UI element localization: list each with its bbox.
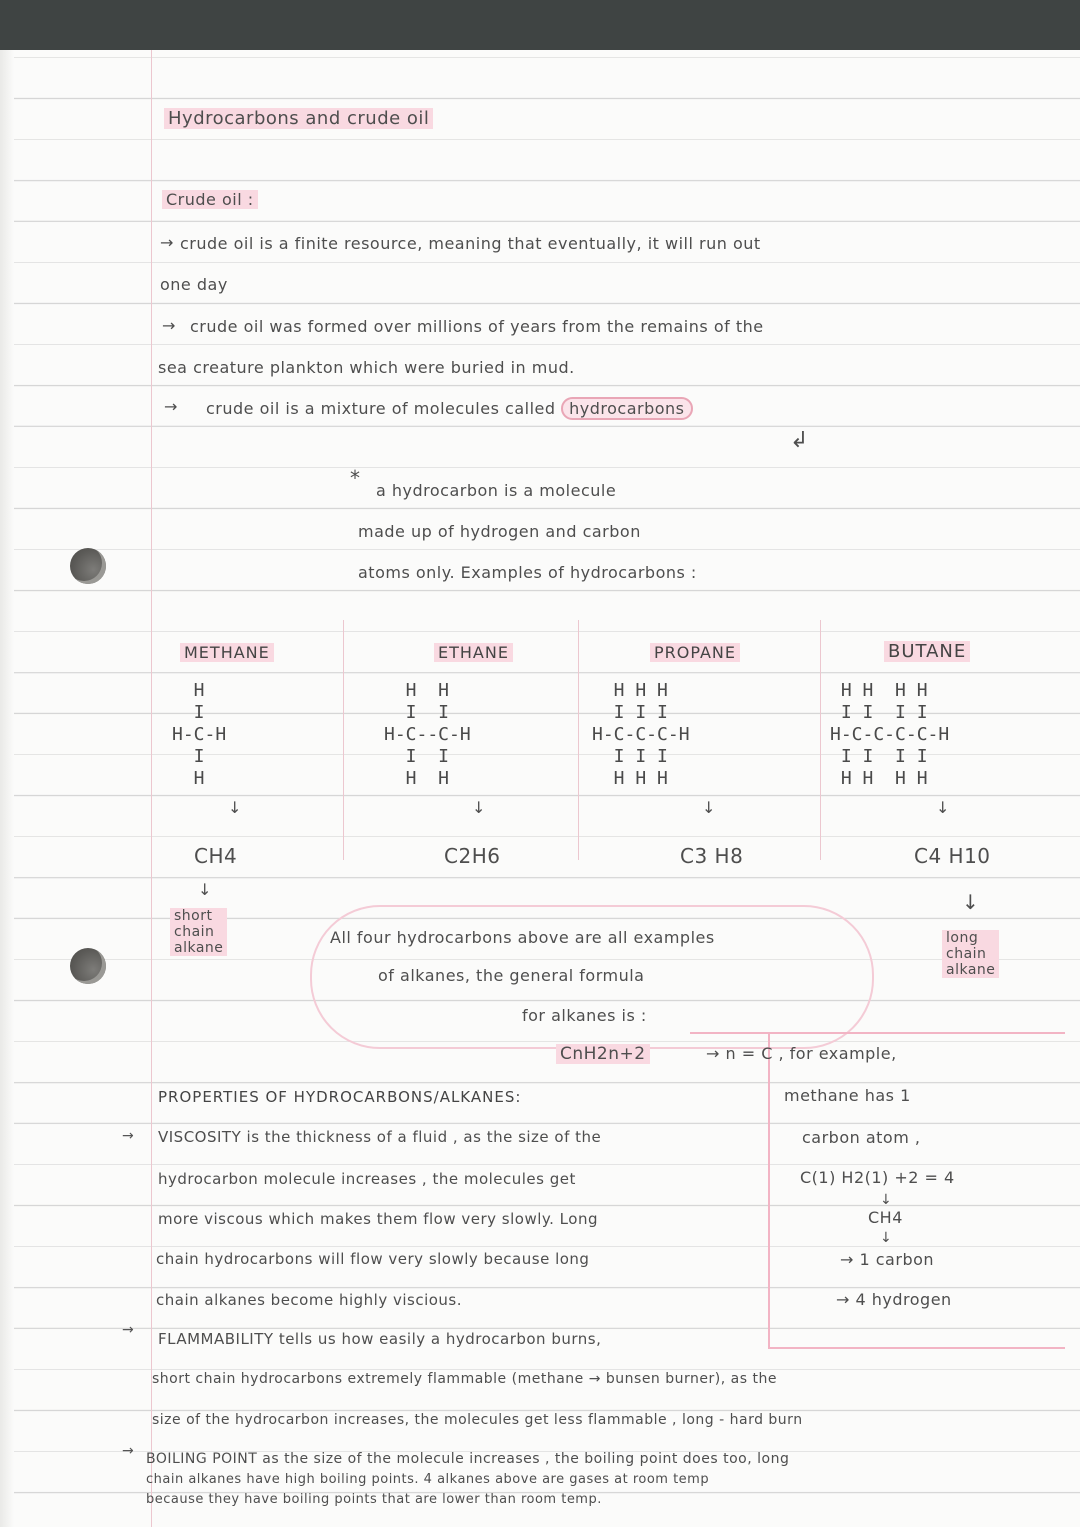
crude-oil-arrow-icon: →: [164, 397, 178, 416]
ethane-formula: C2H6: [444, 844, 501, 868]
formula-box-connector: [690, 1032, 770, 1034]
alkane-note-line3: for alkanes is :: [522, 1006, 647, 1025]
definition-pointer-icon: ↲: [790, 428, 809, 453]
down-arrow-icon: ↓: [228, 798, 242, 817]
down-arrow-icon: ↓: [198, 880, 212, 899]
crude-oil-line1: crude oil is a finite resource, meaning that eventually, it will run out: [180, 234, 761, 253]
methane-label: METHANE: [180, 643, 274, 662]
propane-formula: C3 H8: [680, 844, 744, 868]
crude-oil-line1b: one day: [160, 275, 228, 294]
formula-box-line9: → 4 hydrogen: [836, 1290, 952, 1309]
crude-oil-heading: Crude oil :: [162, 190, 258, 209]
down-arrow-icon: ↓: [936, 798, 950, 817]
margin-arrow-icon: →: [122, 1322, 134, 1338]
general-formula: CnH2n+2: [556, 1044, 650, 1064]
formula-box-line6: CH4: [868, 1208, 903, 1227]
viscosity-line1: VISCOSITY is the thickness of a fluid , as the size of the: [158, 1128, 602, 1146]
methane-formula: CH4: [194, 844, 238, 868]
crude-oil-line3: [206, 399, 693, 418]
short-chain-note: short chain alkane: [170, 908, 227, 956]
formula-box-line7: ↓: [880, 1230, 893, 1246]
viscosity-line2: hydrocarbon molecule increases , the molecules get: [158, 1170, 576, 1188]
alkane-note-line1: All four hydrocarbons above are all examples: [330, 928, 715, 947]
formula-box-line1: → n = C , for example,: [706, 1044, 897, 1063]
flammability-line1: FLAMMABILITY tells us how easily a hydrocarbon burns,: [158, 1330, 602, 1348]
hydrocarbons-highlight: hydrocarbons: [561, 397, 692, 420]
ethane-structure: H H I I H-C--C-H I I H H: [384, 680, 471, 789]
viscosity-line4: chain hydrocarbons will flow very slowly because long: [156, 1250, 590, 1268]
propane-structure: H H H I I I H-C-C-C-H I I I H H H: [592, 680, 690, 789]
formula-box-line2: methane has 1: [784, 1086, 911, 1105]
down-arrow-icon: ↓: [962, 890, 980, 914]
viscosity-line5: chain alkanes become highly viscious.: [156, 1291, 463, 1309]
long-chain-note: long chain alkane: [942, 930, 999, 978]
top-bar: [0, 0, 1080, 50]
binder-hole-icon: [70, 948, 106, 984]
definition-line1: a hydrocarbon is a molecule: [376, 481, 617, 500]
butane-formula: C4 H10: [914, 844, 991, 868]
alkane-note-line2: of alkanes, the general formula: [378, 966, 645, 985]
ethane-label: ETHANE: [434, 643, 513, 662]
formula-box-line5: ↓: [880, 1192, 893, 1208]
table-divider: [578, 620, 579, 860]
margin-line: [151, 50, 152, 1527]
down-arrow-icon: ↓: [472, 798, 486, 817]
binder-shadow: [0, 50, 14, 1527]
butane-label: BUTANE: [884, 641, 970, 662]
crude-oil-line2: crude oil was formed over millions of years from the remains of the: [190, 317, 764, 336]
crude-oil-arrow-icon: →: [160, 233, 174, 252]
crude-oil-line3-prefix: crude oil is a mixture of molecules called: [206, 399, 556, 418]
methane-structure: H I H-C-H I H: [172, 680, 227, 789]
binder-hole-icon: [70, 548, 106, 584]
butane-structure: H H H H I I I I H-C-C-C-C-H I I I I H H H H: [830, 680, 950, 789]
formula-box-line4: C(1) H2(1) +2 = 4: [800, 1168, 955, 1187]
flammability-line2: short chain hydrocarbons extremely flammable (methane → bunsen burner), as the: [152, 1371, 777, 1387]
boiling-point-line1: BOILING POINT as the size of the molecule increases , the boiling point does too, long: [146, 1451, 790, 1467]
crude-oil-arrow-icon: →: [162, 316, 176, 335]
margin-arrow-icon: →: [122, 1128, 134, 1144]
viscosity-line3: more viscous which makes them flow very slowly. Long: [158, 1210, 598, 1228]
flammability-line3: size of the hydrocarbon increases, the molecules get less flammable , long - hard burn: [152, 1412, 803, 1428]
margin-arrow-icon: →: [122, 1443, 134, 1459]
table-divider: [820, 620, 821, 860]
page-title: Hydrocarbons and crude oil: [164, 108, 433, 129]
formula-box-line8: → 1 carbon: [840, 1250, 935, 1269]
crude-oil-line2b: sea creature plankton which were buried in mud.: [158, 358, 575, 377]
boiling-point-line2: chain alkanes have high boiling points. 4 alkanes above are gases at room temp: [146, 1472, 710, 1487]
formula-box-line3: carbon atom ,: [802, 1128, 921, 1147]
down-arrow-icon: ↓: [702, 798, 716, 817]
star-icon: *: [350, 466, 361, 490]
boiling-point-line3: because they have boiling points that are lower than room temp.: [146, 1492, 602, 1507]
table-divider: [343, 620, 344, 860]
properties-heading: PROPERTIES OF HYDROCARBONS/ALKANES:: [158, 1088, 522, 1106]
definition-line3: atoms only. Examples of hydrocarbons :: [358, 563, 697, 582]
definition-line2: made up of hydrogen and carbon: [358, 522, 641, 541]
propane-label: PROPANE: [650, 643, 740, 662]
